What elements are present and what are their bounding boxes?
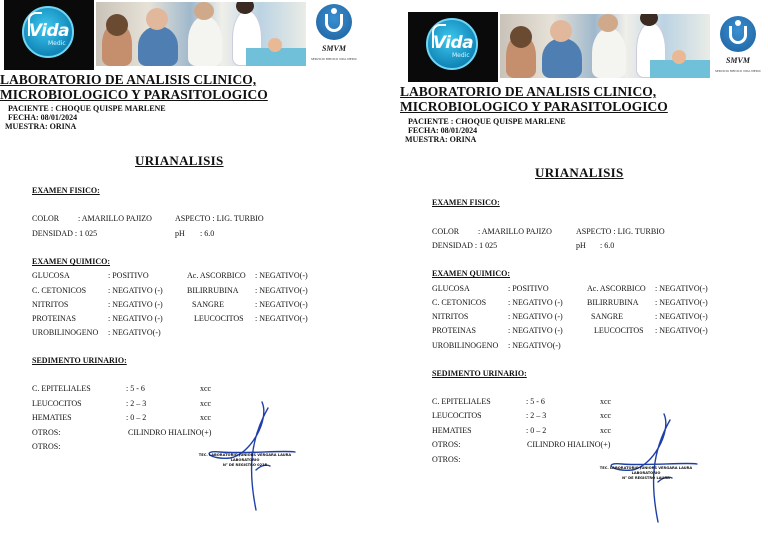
ph-value: : 6.0: [200, 229, 215, 238]
stamp-line: TEC. LABORATORIO JUNIORS VERGARA LAURA: [198, 453, 292, 457]
lab-report-right: [400, 12, 765, 543]
aspect-value: ASPECTO : LIG. TURBIO: [576, 227, 665, 236]
sediment-range: : 5 - 6: [126, 384, 145, 393]
chem-value: : NEGATIVO(-): [255, 286, 308, 295]
density-value: DENSIDAD : 1 025: [32, 229, 98, 238]
physical-exam-heading: EXAMEN FISICO:: [432, 198, 500, 207]
lab-title: [400, 84, 760, 114]
ph-label: pH: [576, 241, 586, 250]
lab-title: [0, 72, 360, 102]
stamp-line: LABORATORIO: [230, 458, 260, 462]
logo-brand-text: Vida: [432, 33, 474, 53]
sediment-label: LEUCOCITOS: [32, 399, 82, 408]
chem-label: UROBILINOGENO: [432, 341, 499, 350]
report-date: FECHA: 08/01/2024: [408, 126, 478, 135]
chem-value: : POSITIVO: [508, 284, 549, 293]
color-label: COLOR: [32, 214, 60, 223]
photo-figure-head: [194, 2, 214, 20]
others-label: OTROS:: [432, 440, 461, 449]
sediment-range: : 2 – 3: [126, 399, 147, 408]
vida-medic-logo: [408, 12, 498, 82]
chem-label: C. CETONICOS: [432, 298, 487, 307]
stamp-line: N° DE REGISTRO 0235: [222, 463, 268, 467]
lab-title-line1: LABORATORIO DE ANALISIS CLINICO,: [0, 72, 257, 87]
lab-report-left: [0, 0, 365, 543]
stamp-line: TEC. LABORATORIO JUNIORS VERGARA LAURA: [599, 466, 693, 470]
sediment-unit: xcc: [600, 411, 612, 420]
logo-brand-text: Vida: [28, 21, 70, 41]
stamp-line: N° DE REGISTRO LAURA: [622, 476, 670, 480]
photo-figure-head: [550, 20, 572, 42]
chem-label: PROTEINAS: [432, 326, 477, 335]
sediment-label: HEMATIES: [432, 426, 472, 435]
patient-name: PACIENTE : CHOQUE QUISPE MARLENE: [8, 104, 166, 113]
ph-label: pH: [175, 229, 185, 238]
chem-value: : NEGATIVO (-): [508, 298, 563, 307]
photo-figure: [592, 28, 626, 78]
sediment-label: LEUCOCITOS: [432, 411, 482, 420]
photo-child: [672, 50, 686, 64]
patient-name: PACIENTE : CHOQUE QUISPE MARLENE: [408, 117, 566, 126]
sediment-heading: SEDIMENTO URINARIO:: [32, 356, 127, 365]
chem-value: : NEGATIVO(-): [655, 312, 708, 321]
chem-value: : NEGATIVO(-): [508, 341, 561, 350]
section-title: URIANALISIS: [535, 165, 624, 180]
photo-figure: [138, 26, 178, 66]
others-label: OTROS:: [432, 455, 461, 464]
others-value: CILINDRO HIALINO(+): [128, 428, 212, 437]
sediment-label: C. EPITELIALES: [32, 384, 91, 393]
patients-photo-strip: [96, 2, 306, 66]
smvm-logo-subtext: SERVICIO MEDICO VIDA MEDIC: [714, 69, 761, 73]
patients-photo-strip: [500, 14, 710, 78]
chem-label: GLUCOSA: [432, 284, 470, 293]
chem-value: : NEGATIVO (-): [108, 286, 163, 295]
report-date: FECHA: 08/01/2024: [8, 113, 78, 122]
sediment-range: : 5 - 6: [526, 397, 545, 406]
smvm-logo-subtext: SERVICIO MEDICO VIDA MEDIC: [310, 57, 357, 61]
chem-label: NITRITOS: [32, 300, 69, 309]
chem-label: PROTEINAS: [32, 314, 77, 323]
lab-title-line1: LABORATORIO DE ANALISIS CLINICO,: [400, 84, 657, 99]
chem-label: UROBILINOGENO: [32, 328, 99, 337]
ph-value: : 6.0: [600, 241, 615, 250]
sediment-label: HEMATIES: [32, 413, 72, 422]
lab-title-line2: MICROBIOLOGICO Y PARASITOLOGICO: [0, 87, 268, 102]
sediment-unit: xcc: [200, 413, 212, 422]
smvm-logo-text: SMVM: [725, 56, 750, 65]
chem-value: : NEGATIVO(-): [108, 328, 161, 337]
smvm-logo: [714, 14, 761, 80]
sediment-unit: xcc: [600, 426, 612, 435]
chem-value: : NEGATIVO(-): [255, 314, 308, 323]
chem-label: LEUCOCITOS: [194, 314, 244, 323]
lab-stamp: [195, 453, 295, 468]
header-banner: [408, 12, 761, 82]
others-value: CILINDRO HIALINO(+): [527, 440, 611, 449]
sediment-range: : 2 – 3: [526, 411, 547, 420]
chem-value: : NEGATIVO(-): [655, 326, 708, 335]
chem-value: : NEGATIVO(-): [255, 271, 308, 280]
logo-brand-subtext: Medic: [48, 40, 66, 47]
chem-value: : NEGATIVO(-): [655, 284, 708, 293]
logo-brand-subtext: Medic: [452, 52, 470, 59]
photo-figure-head: [598, 14, 618, 32]
vida-medic-logo: [4, 0, 94, 70]
chem-value: : NEGATIVO(-): [655, 298, 708, 307]
header-banner: [4, 0, 357, 70]
photo-figure-head: [146, 8, 168, 30]
stamp-line: LABORATORIO: [631, 471, 661, 475]
sediment-label: C. EPITELIALES: [432, 397, 491, 406]
sample-type: MUESTRA: ORINA: [405, 135, 477, 144]
chem-value: : NEGATIVO (-): [508, 312, 563, 321]
density-value: DENSIDAD : 1 025: [432, 241, 498, 250]
lab-stamp: [596, 466, 696, 481]
smvm-logo: [310, 2, 357, 68]
sediment-heading: SEDIMENTO URINARIO:: [432, 369, 527, 378]
chem-value: : NEGATIVO (-): [108, 300, 163, 309]
sediment-unit: xcc: [600, 397, 612, 406]
photo-figure-head: [106, 14, 128, 36]
photo-figure: [542, 38, 582, 78]
photo-figure: [188, 16, 222, 66]
chem-value: : NEGATIVO (-): [508, 326, 563, 335]
chem-label: SANGRE: [192, 300, 225, 309]
hands-icon: [729, 26, 747, 44]
chem-value: : NEGATIVO (-): [108, 314, 163, 323]
smvm-logo-text: SMVM: [321, 44, 346, 53]
hands-icon: [325, 14, 343, 32]
chemical-exam-heading: EXAMEN QUIMICO:: [432, 269, 510, 278]
photo-child: [268, 38, 282, 52]
chem-label: GLUCOSA: [32, 271, 70, 280]
chem-label: LEUCOCITOS: [594, 326, 644, 335]
others-label: OTROS:: [32, 428, 61, 437]
color-value: : AMARILLO PAJIZO: [478, 227, 552, 236]
chem-value: : POSITIVO: [108, 271, 149, 280]
section-title: URIANALISIS: [135, 153, 224, 168]
sample-type: MUESTRA: ORINA: [5, 122, 77, 131]
chem-label: Ac. ASCORBICO: [587, 284, 646, 293]
chem-label: Ac. ASCORBICO: [187, 271, 246, 280]
chem-label: C. CETONICOS: [32, 286, 87, 295]
photo-figure-head: [510, 26, 532, 48]
person-dot-icon: [331, 8, 337, 14]
sediment-unit: xcc: [200, 399, 212, 408]
lab-title-line2: MICROBIOLOGICO Y PARASITOLOGICO: [400, 99, 668, 114]
person-dot-icon: [735, 20, 741, 26]
chem-value: : NEGATIVO(-): [255, 300, 308, 309]
color-value: : AMARILLO PAJIZO: [78, 214, 152, 223]
sediment-range: : 0 – 2: [126, 413, 147, 422]
physical-exam-heading: EXAMEN FISICO:: [32, 186, 100, 195]
chem-label: NITRITOS: [432, 312, 469, 321]
sediment-range: : 0 – 2: [526, 426, 547, 435]
chem-label: BILIRRUBINA: [187, 286, 239, 295]
sediment-unit: xcc: [200, 384, 212, 393]
aspect-value: ASPECTO : LIG. TURBIO: [175, 214, 264, 223]
color-label: COLOR: [432, 227, 460, 236]
chem-label: BILIRRUBINA: [587, 298, 639, 307]
others-label: OTROS:: [32, 442, 61, 451]
chem-label: SANGRE: [591, 312, 624, 321]
chemical-exam-heading: EXAMEN QUIMICO:: [32, 257, 110, 266]
